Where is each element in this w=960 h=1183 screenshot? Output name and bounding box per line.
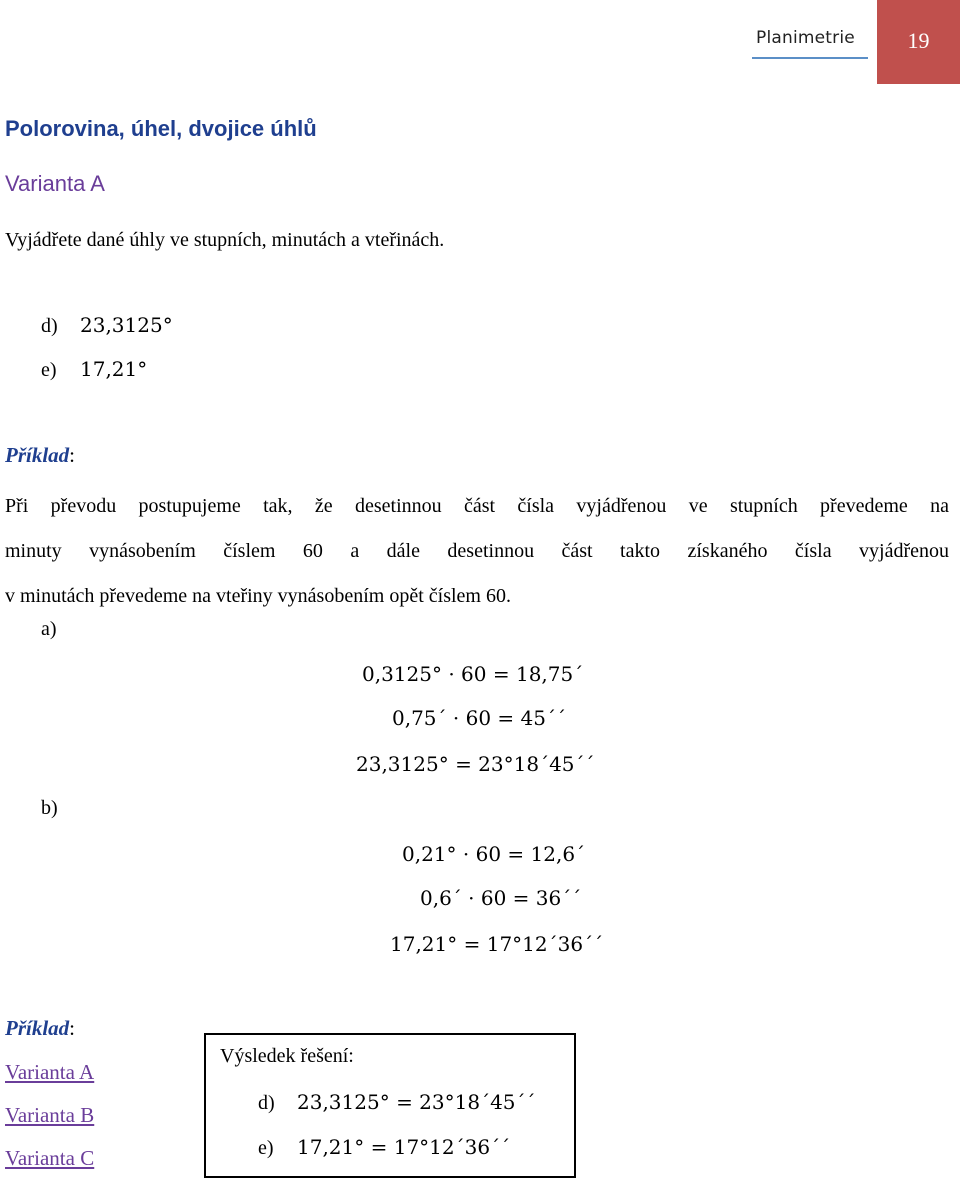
equation: 0,75´ · 60 = 45´´ [392,706,566,730]
item-label-d: d) [41,315,58,337]
result-title: Výsledek řešení: [220,1045,354,1067]
example-colon: : [69,1016,76,1040]
equation: 0,21° · 60 = 12,6´ [402,842,586,866]
section-label: Planimetrie [756,28,855,48]
result-label-e: e) [258,1137,274,1159]
equation: 0,3125° · 60 = 18,75´ [362,662,584,686]
header-rule [752,57,868,59]
explanation-line: v minutách převedeme na vteřiny vynásobením opět číslem 60. [5,585,511,607]
equation: 17,21° = 17°12´36´´ [390,932,604,956]
equation: 23,3125° = 23°18´45´´ [356,752,595,776]
page-number: 19 [907,28,930,53]
example-label: Příklad [5,1016,70,1040]
solution-label-b: b) [41,797,58,819]
link-varianta-b[interactable]: Varianta B [5,1103,95,1127]
equation: 0,6´ · 60 = 36´´ [420,886,582,910]
solution-label-a: a) [41,618,57,640]
example-colon: : [69,443,76,467]
section-title: Polorovina, úhel, dvojice úhlů [5,116,317,141]
task-text: Vyjádřete dané úhly ve stupních, minutách a vteřinách. [5,229,445,251]
variant-heading: Varianta A [5,171,105,196]
explanation-line: Při převodu postupujeme tak, že desetinnou část čísla vyjádřenou ve stupních převedeme na [5,495,949,517]
example-heading [5,443,75,468]
result-value-d: 23,3125° = 23°18´45´´ [297,1090,536,1114]
link-varianta-a[interactable]: Varianta A [5,1060,95,1084]
example-label: Příklad [5,443,70,467]
item-value-d: 23,3125° [80,313,173,337]
explanation-line: minuty vynásobením číslem 60 a dále desetinnou část takto získaného čísla vyjádřenou [5,540,949,562]
item-label-e: e) [41,359,57,381]
explanation-paragraph [5,484,949,619]
result-value-e: 17,21° = 17°12´36´´ [297,1135,511,1159]
link-varianta-c[interactable]: Varianta C [5,1146,95,1170]
item-value-e: 17,21° [80,357,148,381]
result-label-d: d) [258,1092,275,1114]
example-heading-2 [5,1016,75,1041]
